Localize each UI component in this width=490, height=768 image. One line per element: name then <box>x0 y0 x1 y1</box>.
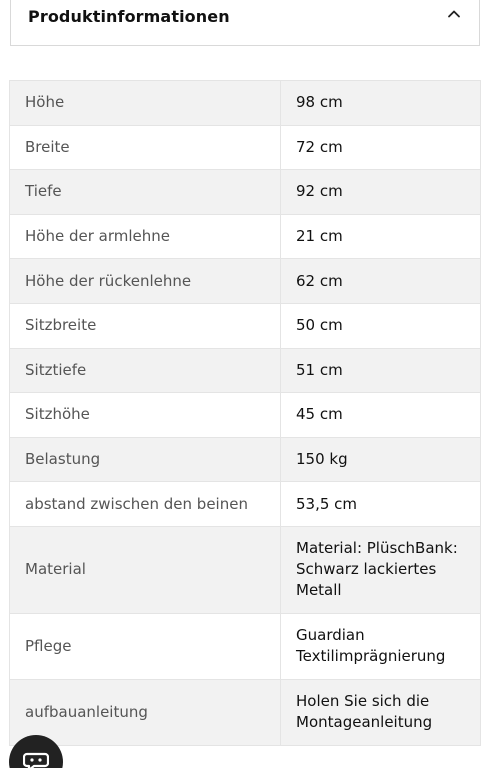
chat-icon <box>23 751 49 768</box>
spec-label: Höhe der rückenlehne <box>10 259 281 304</box>
spec-value: 21 cm <box>281 214 481 259</box>
spec-label: Sitztiefe <box>10 348 281 393</box>
spec-row <box>10 170 481 215</box>
spec-label: abstand zwischen den beinen <box>10 482 281 527</box>
spec-label: Sitzhöhe <box>10 393 281 438</box>
spec-row <box>10 125 481 170</box>
spec-row <box>10 437 481 482</box>
spec-row <box>10 526 481 613</box>
spec-row <box>10 303 481 348</box>
accordion-title: Produktinformationen <box>28 7 230 26</box>
spec-label: aufbauanleitung <box>10 679 281 745</box>
spec-value: Guardian Textilimprägnierung <box>281 613 481 679</box>
spec-value: 92 cm <box>281 170 481 215</box>
spec-row <box>10 81 481 126</box>
spec-row <box>10 259 481 304</box>
spec-value: 53,5 cm <box>281 482 481 527</box>
spec-value: 50 cm <box>281 303 481 348</box>
spec-row <box>10 482 481 527</box>
spec-table <box>9 80 481 746</box>
spec-value: 72 cm <box>281 125 481 170</box>
spec-label: Belastung <box>10 437 281 482</box>
spec-label: Material <box>10 526 281 613</box>
spec-label: Sitzbreite <box>10 303 281 348</box>
spec-row <box>10 348 481 393</box>
spec-row <box>10 214 481 259</box>
accordion-header-produktinformationen[interactable] <box>10 0 480 46</box>
spec-row <box>10 679 481 745</box>
spec-value: 150 kg <box>281 437 481 482</box>
spec-value: Holen Sie sich die Montageanleitung <box>281 679 481 745</box>
spec-label: Tiefe <box>10 170 281 215</box>
spec-value: 51 cm <box>281 348 481 393</box>
spec-value: 62 cm <box>281 259 481 304</box>
spec-label: Breite <box>10 125 281 170</box>
spec-row <box>10 613 481 679</box>
spec-value: 45 cm <box>281 393 481 438</box>
spec-row <box>10 393 481 438</box>
spec-label: Pflege <box>10 613 281 679</box>
spec-label: Höhe <box>10 81 281 126</box>
spec-label: Höhe der armlehne <box>10 214 281 259</box>
spec-value: Material: PlüschBank: Schwarz lackiertes Metall <box>281 526 481 613</box>
spec-value: 98 cm <box>281 81 481 126</box>
chevron-up-icon[interactable] <box>447 7 461 21</box>
